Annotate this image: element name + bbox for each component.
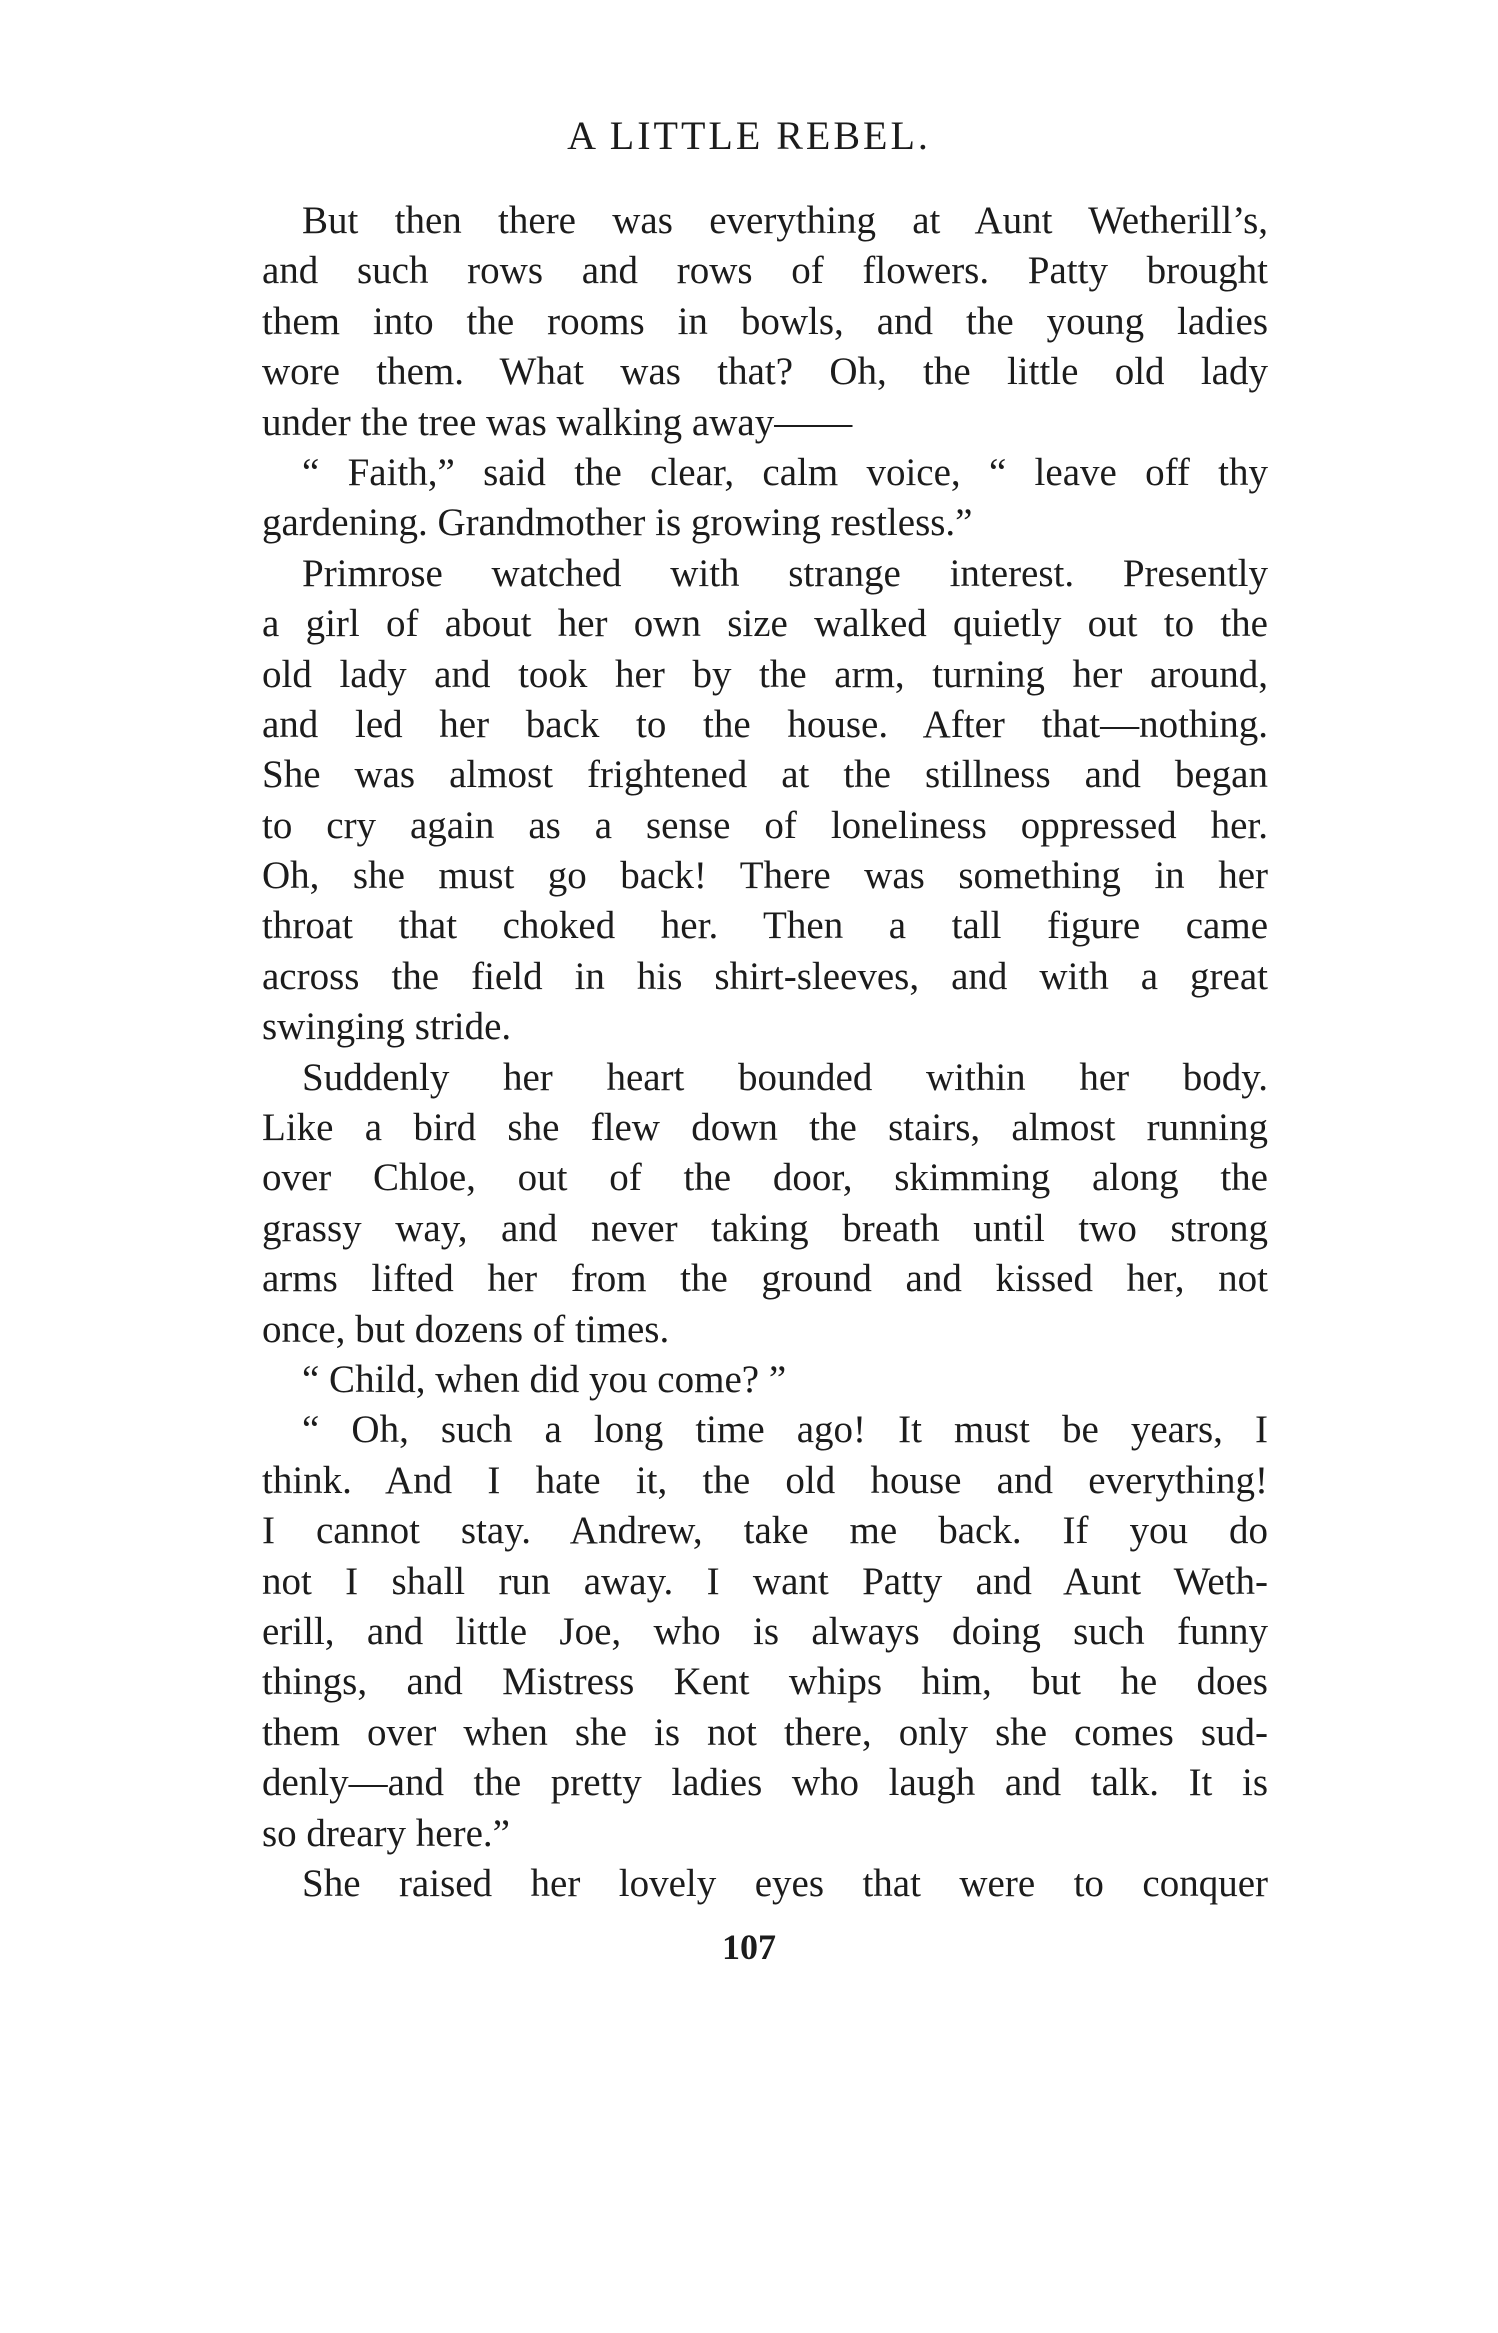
text-line: across the field in his shirt-sleeves, and with a great	[262, 954, 1268, 998]
running-head: A LITTLE REBEL.	[567, 113, 931, 158]
text-line: Suddenly her heart bounded within her body.	[302, 1055, 1268, 1099]
text-line: a girl of about her own size walked quietly out to the	[262, 602, 1268, 646]
text-line: “ Oh, such a long time ago! It must be years, I	[302, 1408, 1268, 1452]
text-line: arms lifted her from the ground and kissed her, not	[262, 1257, 1268, 1301]
text-line: erill, and little Joe, who is always doing such funny	[262, 1609, 1268, 1653]
text-line: throat that choked her. Then a tall figure came	[262, 904, 1268, 948]
text-line: denly—and the pretty ladies who laugh and talk. It is	[262, 1761, 1268, 1805]
text-line: swinging stride.	[262, 1005, 512, 1049]
text-line: She raised her lovely eyes that were to conquer	[302, 1861, 1268, 1905]
text-line: over Chloe, out of the door, skimming along the	[262, 1156, 1268, 1200]
text-line: them over when she is not there, only she comes sud-	[262, 1710, 1268, 1754]
text-line: think. And I hate it, the old house and everything!	[262, 1458, 1268, 1502]
text-line: wore them. What was that? Oh, the little old lady	[262, 350, 1268, 394]
page-number: 107	[722, 1927, 776, 1967]
text-line: Oh, she must go back! There was something in her	[262, 854, 1268, 898]
text-line: grassy way, and never taking breath until two strong	[262, 1206, 1268, 1250]
text-line: Like a bird she flew down the stairs, almost running	[262, 1106, 1268, 1150]
text-line: She was almost frightened at the stillness and began	[262, 753, 1268, 797]
text-line: things, and Mistress Kent whips him, but he does	[262, 1660, 1268, 1704]
text-line: Primrose watched with strange interest. Presently	[302, 551, 1268, 595]
text-line: I cannot stay. Andrew, take me back. If you do	[262, 1509, 1268, 1553]
text-line: “ Faith,” said the clear, calm voice, “ leave off thy	[302, 450, 1268, 494]
text-line: old lady and took her by the arm, turning her around,	[262, 652, 1268, 696]
text-line: so dreary here.”	[262, 1811, 510, 1855]
text-line: not I shall run away. I want Patty and Aunt Weth-	[262, 1559, 1268, 1603]
text-line: once, but dozens of times.	[262, 1307, 670, 1351]
text-line: under the tree was walking away——	[262, 400, 853, 444]
text-line: gardening. Grandmother is growing restless.”	[262, 501, 973, 545]
text-line: them into the rooms in bowls, and the young ladies	[262, 299, 1268, 343]
text-line: to cry again as a sense of loneliness oppressed her.	[262, 803, 1268, 847]
body-text	[262, 196, 1268, 1909]
text-line: But then there was everything at Aunt Wetherill’s,	[302, 199, 1268, 242]
text-line: “ Child, when did you come? ”	[302, 1357, 787, 1401]
text-line: and such rows and rows of flowers. Patty brought	[262, 249, 1268, 293]
text-line: and led her back to the house. After that—nothing.	[262, 702, 1268, 746]
